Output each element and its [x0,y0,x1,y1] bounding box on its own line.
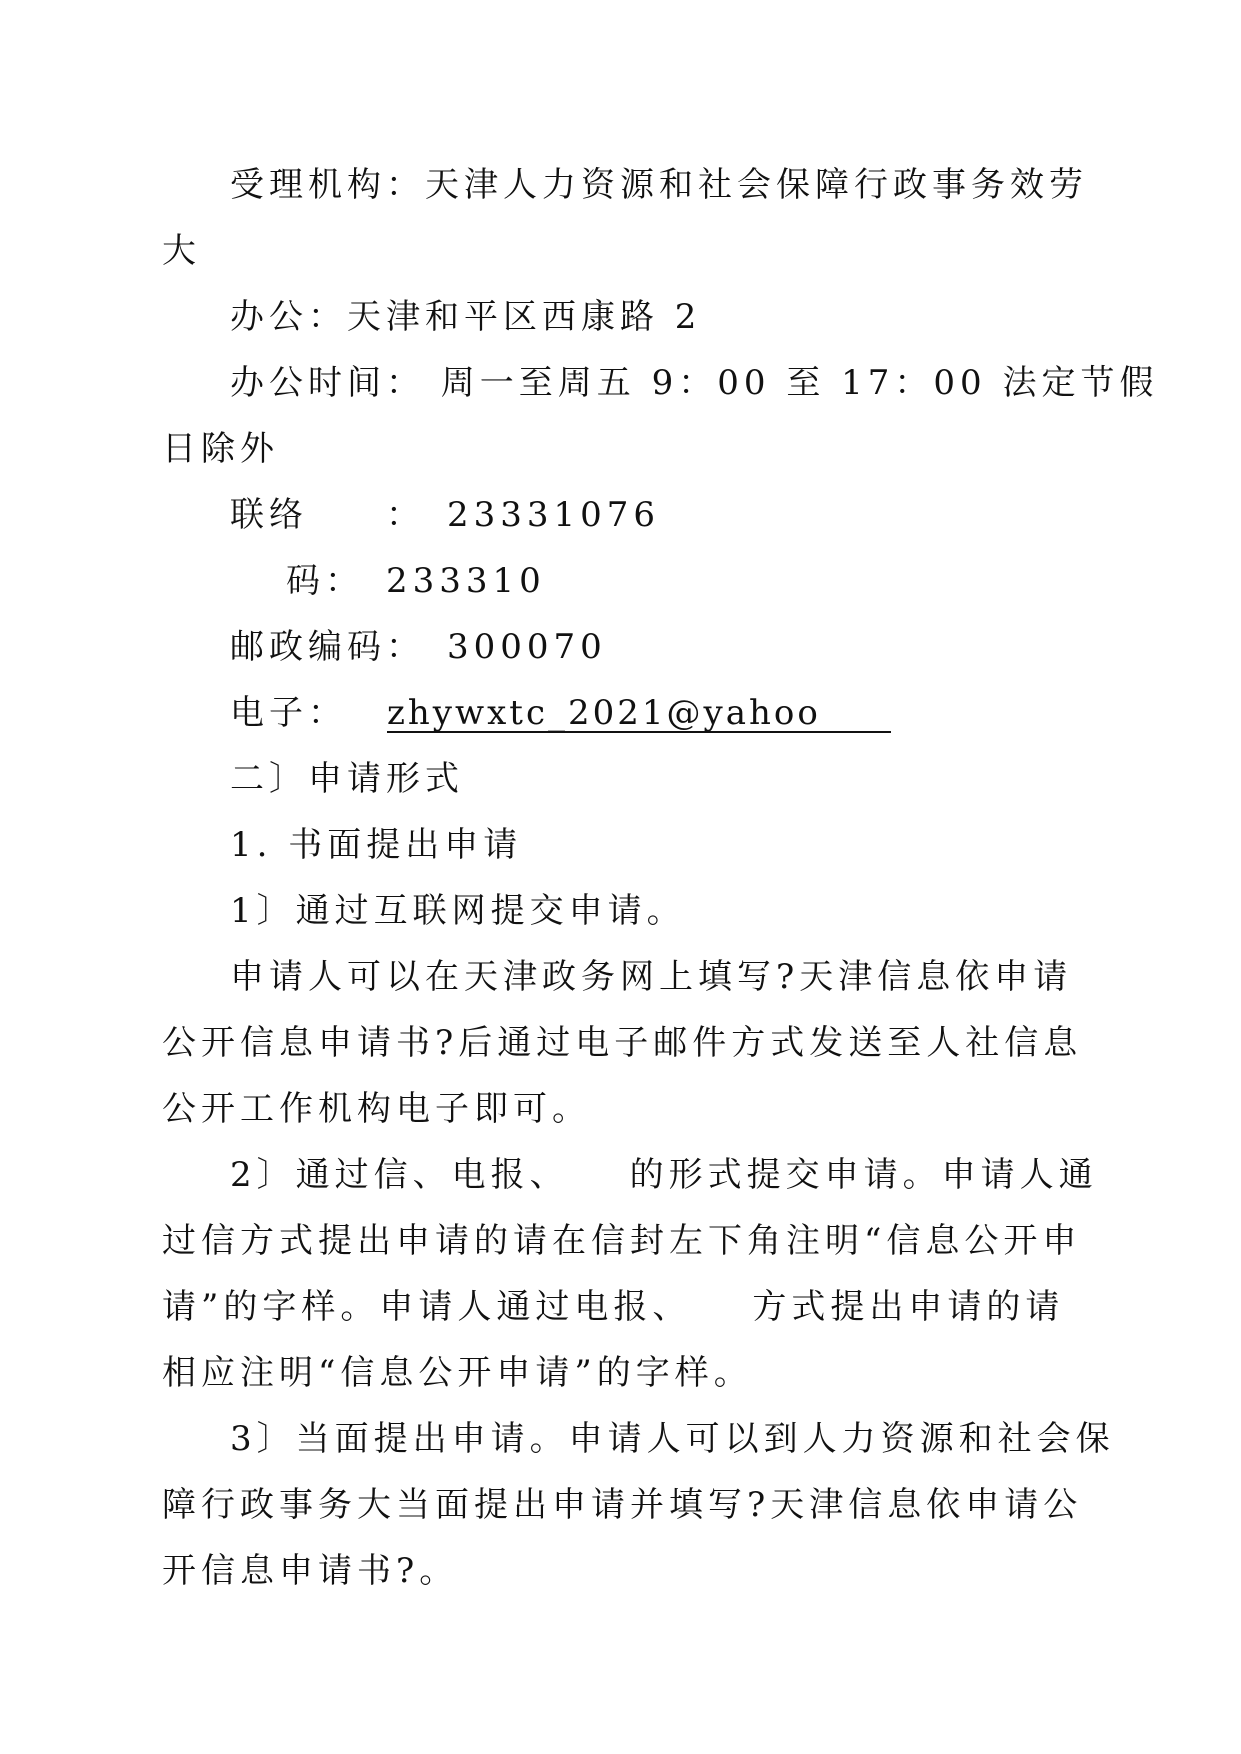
agency-line-cont: 大 [162,231,201,271]
item-2-paragraph: 2〕通过信、电报、 的形式提交申请。申请人通 [230,1155,1098,1195]
item-3-paragraph-cont: 障行政事务大当面提出申请并填写?天津信息依申请公 [162,1485,1083,1525]
email-label: 电子： [230,693,347,733]
item-1-paragraph: 申请人可以在天津政务网上填写?天津信息依申请 [230,957,1073,997]
item-3-paragraph-cont: 开信息申请书?。 [162,1551,459,1591]
document-body [162,152,1159,1604]
postal-code-line: 邮政编码： 300070 [230,627,607,667]
office-hours-line: 办公时间： 周一至周五 9：00 至 17：00 法定节假 [230,363,1159,403]
code-line: 码： 233310 [286,561,546,601]
agency-line: 受理机构：天津人力资源和社会保障行政事务效劳 [230,165,1088,205]
item-3-paragraph: 3〕当面提出申请。申请人可以到人力资源和社会保 [230,1419,1115,1459]
email-line [162,680,1062,746]
item-1-paragraph-cont: 公开信息申请书?后通过电子邮件方式发送至人社信息 [162,1023,1083,1063]
item-2-paragraph-cont: 相应注明“信息公开申请”的字样。 [162,1353,753,1393]
section-heading: 二〕申请形式 [230,759,464,799]
office-hours-line-cont: 日除外 [162,429,279,469]
subsection-heading: 1. 书面提出申请 [230,825,523,865]
item-1-heading: 1〕通过互联网提交申请。 [230,891,686,931]
email-link[interactable]: zhywxtc_2021@yahoo [387,695,891,733]
item-2-paragraph-cont: 过信方式提出申请的请在信封左下角注明“信息公开申 [162,1221,1082,1261]
item-1-paragraph-cont: 公开工作机构电子即可。 [162,1089,591,1129]
contact-phone-line: 联络 ： 23331076 [230,495,661,535]
item-2-paragraph-cont: 请”的字样。申请人通过电报、 方式提出申请的请 [162,1287,1065,1327]
office-address-line: 办公：天津和平区西康路 2 [230,297,702,337]
